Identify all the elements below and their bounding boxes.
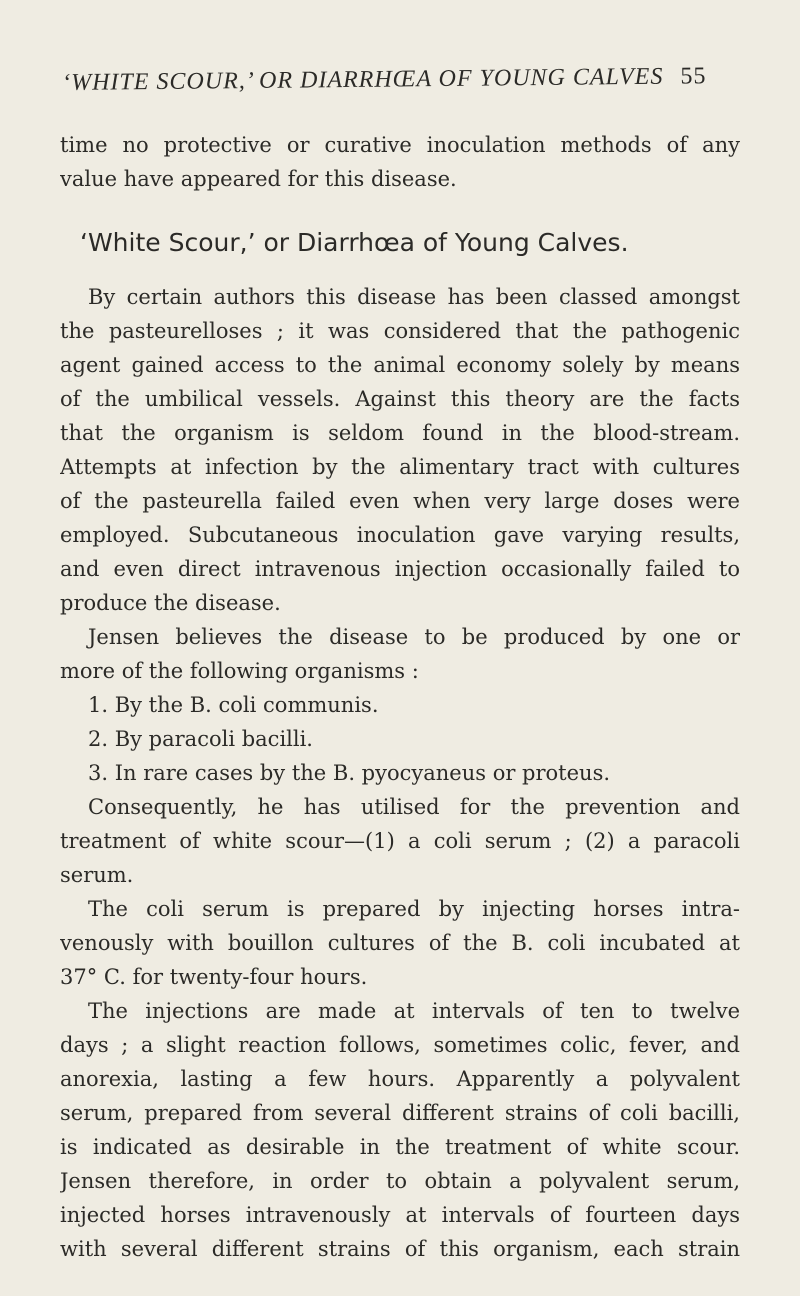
text-line: agent gained access to the animal economy solely by means — [60, 353, 740, 377]
text-line: venously with bouillon cultures of the B. coli incubated at — [60, 931, 740, 955]
list-item: 2. By paracoli bacilli. — [88, 727, 313, 751]
list-item: 1. By the B. coli communis. — [88, 693, 379, 717]
text-line: and even direct intravenous injection occasionally failed to — [60, 557, 740, 581]
text-line: time no protective or curative inoculation methods of any — [60, 133, 740, 157]
text-line: treatment of white scour—(1) a coli serum ; (2) a paracoli — [60, 829, 740, 853]
text-line: more of the following organisms : — [60, 659, 419, 683]
running-head-title: ‘WHITE SCOUR,’ OR DIARRHŒA OF YOUNG CALVES — [62, 63, 664, 96]
text-line: produce the disease. — [60, 591, 281, 615]
text-line: with several different strains of this organism, each strain — [60, 1237, 740, 1261]
section-heading: ‘White Scour,’ or Diarrhœa of Young Calves. — [80, 228, 629, 257]
body-text — [60, 128, 740, 1266]
page-number: 55 — [680, 63, 707, 90]
text-line: anorexia, lasting a few hours. Apparently a polyvalent — [60, 1067, 740, 1091]
text-line: The coli serum is prepared by injecting horses intra- — [88, 897, 740, 921]
text-line: value have appeared for this disease. — [60, 167, 457, 191]
text-line: the pasteurelloses ; it was considered that the pathogenic — [60, 319, 740, 343]
text-line: Consequently, he has utilised for the prevention and — [88, 795, 740, 819]
list-item: 3. In rare cases by the B. pyocyaneus or proteus. — [88, 761, 611, 785]
text-line: injected horses intravenously at intervals of fourteen days — [60, 1203, 740, 1227]
text-line: The injections are made at intervals of ten to twelve — [88, 999, 740, 1023]
text-line: 37° C. for twenty-four hours. — [60, 965, 368, 989]
text-line: employed. Subcutaneous inoculation gave varying results, — [60, 523, 740, 547]
text-line: of the umbilical vessels. Against this theory are the facts — [60, 387, 740, 411]
text-line: Jensen believes the disease to be produced by one or — [88, 625, 740, 649]
text-line: Attempts at infection by the alimentary tract with cultures — [60, 455, 740, 479]
text-line: of the pasteurella failed even when very large doses were — [60, 489, 740, 513]
text-line: days ; a slight reaction follows, sometimes colic, fever, and — [60, 1033, 740, 1057]
running-head — [62, 63, 742, 97]
text-line: Jensen therefore, in order to obtain a polyvalent serum, — [60, 1169, 740, 1193]
text-line: serum. — [60, 863, 134, 887]
text-line: is indicated as desirable in the treatment of white scour. — [60, 1135, 740, 1159]
text-line: serum, prepared from several different strains of coli bacilli, — [60, 1101, 740, 1125]
text-line: By certain authors this disease has been classed amongst — [88, 285, 740, 309]
text-line: that the organism is seldom found in the blood-stream. — [60, 421, 740, 445]
